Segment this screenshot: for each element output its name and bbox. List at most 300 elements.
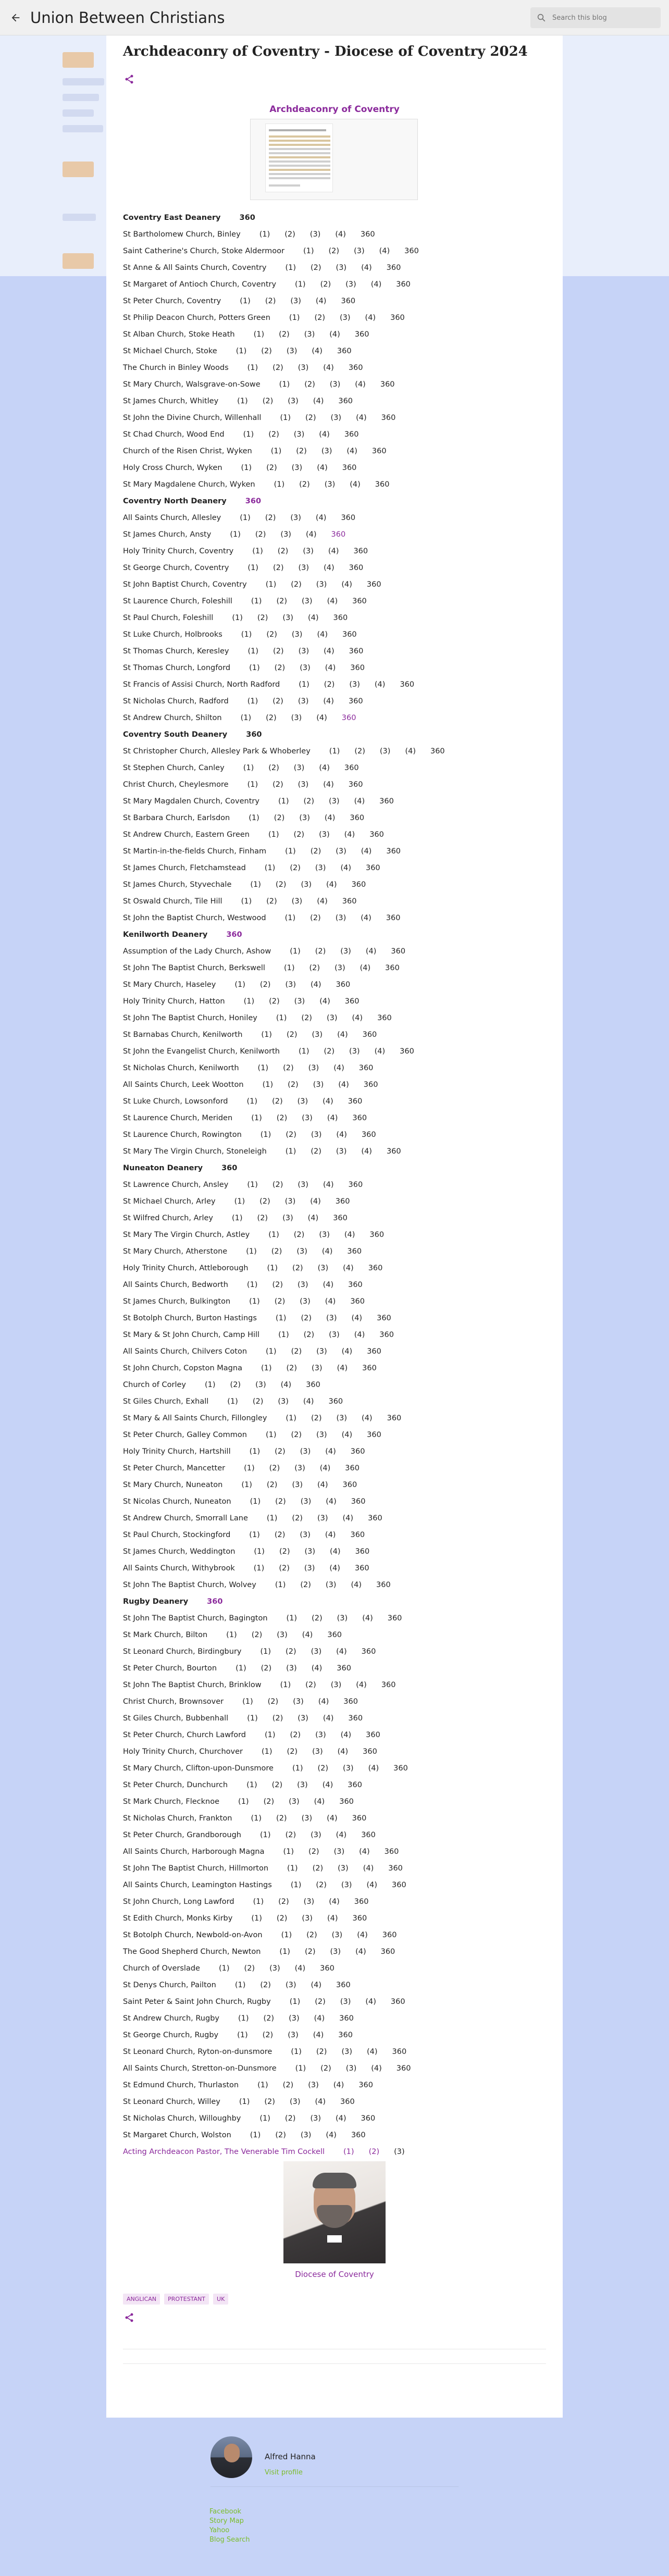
view-360-link[interactable]: 360 <box>379 1331 394 1339</box>
photo-link[interactable]: (1) <box>247 364 258 372</box>
photo-link[interactable]: (4) <box>324 564 334 572</box>
photo-link[interactable]: (2) <box>278 1898 289 1906</box>
deanery-360-link[interactable]: 360 <box>226 931 242 939</box>
photo-link[interactable]: (2) <box>265 297 276 305</box>
photo-link[interactable]: (1) <box>285 847 296 856</box>
photo-link[interactable]: (3) <box>298 1714 308 1723</box>
photo-link[interactable]: (3) <box>255 1381 266 1389</box>
photo-link[interactable]: (3) <box>343 1764 354 1773</box>
photo-link[interactable]: (1) <box>268 831 279 839</box>
view-360-link[interactable]: 360 <box>430 747 445 756</box>
photo-link[interactable]: (1) <box>242 1698 253 1706</box>
photo-link[interactable]: (4) <box>351 1314 363 1322</box>
photo-link[interactable]: (3) <box>345 2064 357 2073</box>
photo-link[interactable]: (3) <box>308 2081 319 2089</box>
view-360-link[interactable]: 360 <box>352 597 367 605</box>
photo-link[interactable]: (4) <box>351 1581 362 1589</box>
view-360-link[interactable]: 360 <box>349 647 364 655</box>
view-360-link[interactable]: 360 <box>385 964 400 972</box>
archdeacon-photo[interactable] <box>283 2161 386 2263</box>
photo-link[interactable]: (4) <box>327 597 338 605</box>
photo-link[interactable]: (3) <box>308 1064 319 1072</box>
photo-link[interactable]: (1) <box>286 1614 298 1623</box>
photo-link[interactable]: (2) <box>259 1197 270 1206</box>
photo-link[interactable]: (4) <box>359 1848 370 1856</box>
photo-link[interactable]: (2) <box>328 247 340 255</box>
photo-link[interactable]: (1) <box>286 1414 296 1422</box>
photo-link[interactable]: (1) <box>284 914 296 922</box>
photo-link[interactable]: (2) <box>300 1581 311 1589</box>
photo-link[interactable]: (3) <box>284 1197 296 1206</box>
photo-link[interactable]: (2) <box>320 2064 331 2073</box>
photo-link[interactable]: (2) <box>275 2131 286 2139</box>
photo-link[interactable]: (1) <box>240 514 251 522</box>
photo-link[interactable]: (3) <box>326 1314 337 1322</box>
photo-link[interactable]: (4) <box>324 647 334 655</box>
photo-link[interactable]: (3) <box>345 280 356 289</box>
photo-link[interactable]: (1) <box>238 2014 249 2023</box>
photo-link[interactable]: (3) <box>341 2048 352 2056</box>
view-360-link[interactable]: 360 <box>336 981 351 989</box>
view-360-link[interactable]: 360 <box>342 630 357 639</box>
photo-link[interactable]: (4) <box>336 1131 347 1139</box>
photo-link[interactable]: (4) <box>363 1864 374 1873</box>
photo-link[interactable]: (3) <box>311 1131 322 1139</box>
view-360-link[interactable]: 360 <box>368 1514 382 1522</box>
photo-link[interactable]: (2) <box>279 1564 290 1572</box>
view-360-link[interactable]: 360 <box>336 1981 351 1989</box>
view-360-link[interactable]: 360 <box>350 664 365 672</box>
photo-link[interactable]: (3) <box>298 781 309 789</box>
photo-link[interactable]: (2) <box>324 680 335 689</box>
photo-link[interactable]: (4) <box>319 1464 331 1472</box>
photo-link[interactable]: (3) <box>286 1664 297 1673</box>
photo-link[interactable]: (4) <box>325 664 336 672</box>
footer-link[interactable]: Facebook <box>209 2508 242 2516</box>
photo-link[interactable]: (4) <box>319 764 330 772</box>
photo-link[interactable]: (2) <box>306 1931 317 1939</box>
photo-link[interactable]: (2) <box>274 814 285 822</box>
photo-link[interactable]: (4) <box>352 1014 363 1022</box>
view-360-link[interactable]: 360 <box>390 1998 405 2006</box>
photo-link[interactable]: (4) <box>355 1948 366 1956</box>
photo-link[interactable]: (1) <box>279 1948 290 1956</box>
photo-link[interactable]: (4) <box>322 1781 333 1789</box>
photo-link[interactable]: (1) <box>243 764 254 772</box>
view-360-link[interactable]: 360 <box>362 1031 377 1039</box>
photo-link[interactable]: (3) <box>302 1114 313 1122</box>
photo-link[interactable]: (3) <box>329 797 340 806</box>
photo-link[interactable]: (2) <box>275 881 287 889</box>
photo-link[interactable]: (1) <box>285 264 296 272</box>
photo-link[interactable]: (2) <box>244 1964 255 1973</box>
photo-link[interactable]: (3) <box>325 1581 337 1589</box>
photo-link[interactable]: (2) <box>320 280 331 289</box>
view-360-link[interactable]: 360 <box>341 297 356 305</box>
view-360-link[interactable]: 360 <box>335 1197 350 1206</box>
photo-link[interactable]: (3) <box>311 1831 321 1839</box>
photo-link[interactable]: (4) <box>336 1648 347 1656</box>
photo-link[interactable]: (4) <box>307 614 319 622</box>
photo-link[interactable]: (2) <box>230 1381 241 1389</box>
photo-link[interactable]: (3) <box>290 514 301 522</box>
view-360-link[interactable]: 360 <box>306 1381 320 1389</box>
photo-link[interactable]: (2) <box>262 2031 274 2039</box>
photo-link[interactable]: (4) <box>311 981 321 989</box>
photo-link[interactable]: (3) <box>303 1898 315 1906</box>
label-chip[interactable]: PROTESTANT <box>164 2294 209 2305</box>
photo-link[interactable]: (3) <box>298 697 309 705</box>
photo-link[interactable]: (3) <box>292 1481 303 1489</box>
view-360-link[interactable]: 360 <box>361 1831 376 1839</box>
photo-link[interactable]: (4) <box>374 1047 386 1056</box>
view-360-link[interactable]: 360 <box>386 1147 401 1156</box>
photo-link[interactable]: (1) <box>237 2031 248 2039</box>
photo-link[interactable]: (3) <box>293 1698 304 1706</box>
photo-link[interactable]: (2) <box>271 1781 283 1789</box>
view-360-link[interactable]: 360 <box>369 1231 385 1239</box>
view-360-link[interactable]: 360 <box>386 847 401 856</box>
photo-link[interactable]: (2) <box>255 530 266 539</box>
photo-link[interactable]: (3) <box>293 430 305 439</box>
photo-link[interactable]: (1) <box>252 547 263 555</box>
photo-link[interactable]: (4) <box>310 1197 321 1206</box>
photo-link[interactable]: (3) <box>336 847 346 856</box>
photo-link[interactable]: (1) <box>234 1981 246 1989</box>
view-360-link[interactable]: 360 <box>366 580 381 589</box>
footer-link[interactable]: Blog Search <box>209 2536 250 2544</box>
photo-link[interactable]: (4) <box>333 1064 344 1072</box>
photo-link[interactable]: (3) <box>317 1514 328 1522</box>
photo-link[interactable]: (3) <box>298 364 309 372</box>
photo-link[interactable]: (3) <box>312 1364 323 1372</box>
photo-link[interactable]: (4) <box>280 1381 292 1389</box>
view-360-link[interactable]: 360 <box>348 781 363 789</box>
photo-link[interactable]: (4) <box>319 430 330 439</box>
photo-link[interactable]: (3) <box>297 1781 308 1789</box>
photo-link[interactable]: (4) <box>374 680 386 689</box>
view-360-link[interactable]: 360 <box>348 1781 362 1789</box>
photo-link[interactable]: (2) <box>262 397 274 405</box>
photo-link[interactable]: (3) <box>304 330 315 339</box>
photo-link[interactable]: (1) <box>298 1047 309 1056</box>
photo-link[interactable]: (4) <box>365 314 376 322</box>
photo-link[interactable]: (2) <box>316 2048 327 2056</box>
photo-link[interactable]: (3) <box>340 1998 351 2006</box>
photo-link[interactable]: (4) <box>355 380 366 389</box>
photo-link[interactable]: (3) <box>293 764 305 772</box>
photo-link[interactable]: (3) <box>329 380 341 389</box>
photo-link[interactable]: (1) <box>289 314 300 322</box>
photo-link[interactable]: (4) <box>361 1147 372 1156</box>
photo-link[interactable]: (4) <box>361 847 372 856</box>
photo-link[interactable]: (4) <box>365 1998 376 2006</box>
photo-link[interactable]: (3) <box>334 964 345 972</box>
photo-link[interactable]: (4) <box>354 1331 365 1339</box>
photo-link[interactable]: (4) <box>341 1431 353 1439</box>
photo-link[interactable]: (2) <box>292 1264 303 1272</box>
photo-link[interactable]: (2) <box>276 597 288 605</box>
view-360-link[interactable]: 360 <box>380 1948 395 1956</box>
photo-link[interactable]: (2) <box>276 1914 288 1923</box>
photo-link[interactable]: (2) <box>260 1981 271 1989</box>
photo-link[interactable]: (1) <box>237 397 248 405</box>
photo-link[interactable]: (2) <box>267 1698 279 1706</box>
view-360-link[interactable]: 360 <box>351 1497 366 1506</box>
photo-link[interactable]: (3) <box>277 1631 288 1639</box>
share-icon[interactable] <box>124 2312 134 2323</box>
photo-link[interactable]: (2) <box>305 414 316 422</box>
photo-link[interactable]: (3) <box>298 647 309 655</box>
photo-link[interactable]: (1) <box>238 1798 249 1806</box>
photo-link[interactable]: (1) <box>243 430 254 439</box>
photo-link[interactable]: (2) <box>311 1147 321 1156</box>
photo-link[interactable]: (2) <box>286 1364 298 1372</box>
photo-link[interactable]: (3) <box>289 1798 300 1806</box>
photo-link[interactable]: (3) <box>333 1848 345 1856</box>
view-360-link[interactable]: 360 <box>381 414 396 422</box>
photo-link[interactable]: (3) <box>324 480 336 489</box>
photo-link[interactable]: (4) <box>294 1964 306 1973</box>
photo-link[interactable]: (3) <box>294 1464 305 1472</box>
photo-link[interactable]: (1) <box>259 230 270 239</box>
photo-link[interactable]: (4) <box>321 1247 333 1256</box>
photo-link[interactable]: (1) <box>247 781 258 789</box>
photo-link[interactable]: (1) <box>241 630 252 639</box>
photo-link[interactable]: (1) <box>303 247 314 255</box>
photo-link[interactable]: (2) <box>261 1664 272 1673</box>
photo-link[interactable]: (1) <box>249 1531 260 1539</box>
photo-link[interactable]: (1) <box>251 1914 262 1923</box>
view-360-link[interactable]: 360 <box>327 1631 342 1639</box>
view-360-link[interactable]: 360 <box>354 330 369 339</box>
photo-link[interactable]: (1) <box>266 1514 278 1522</box>
view-360-link[interactable]: 360 <box>348 1714 363 1723</box>
photo-link[interactable]: (4) <box>327 1914 338 1923</box>
photo-link[interactable]: (4) <box>344 831 355 839</box>
photo-link[interactable]: (4) <box>361 264 372 272</box>
photo-link[interactable]: (4) <box>316 714 327 722</box>
photo-link[interactable]: (2) <box>284 230 295 239</box>
photo-link[interactable]: (1) <box>261 1364 272 1372</box>
view-360-link[interactable]: 360 <box>320 1964 334 1973</box>
photo-link[interactable]: (1) <box>234 981 245 989</box>
photo-link[interactable]: (2) <box>291 1347 302 1356</box>
photo-link[interactable]: (1) <box>287 1864 298 1873</box>
photo-link[interactable]: (4) <box>362 1414 373 1422</box>
photo-link[interactable]: (1) <box>283 1848 294 1856</box>
photo-link[interactable]: (1) <box>227 1397 238 1406</box>
photo-link[interactable]: (1) <box>241 1481 252 1489</box>
view-360-link[interactable]: 360 <box>352 1814 367 1823</box>
photo-link[interactable]: (4) <box>323 1097 333 1106</box>
photo-link[interactable]: (4) <box>329 1564 340 1572</box>
photo-link[interactable]: (1) <box>257 1064 269 1072</box>
view-360-link[interactable]: 360 <box>342 1481 357 1489</box>
photo-link[interactable]: (3) <box>301 881 312 889</box>
photo-link[interactable]: (1) <box>257 2081 268 2089</box>
view-360-link[interactable]: 360 <box>350 1447 365 1456</box>
photo-link[interactable]: (3) <box>313 1081 324 1089</box>
photo-link[interactable]: (4) <box>315 297 327 305</box>
photo-link[interactable]: (4) <box>356 414 367 422</box>
photo-link[interactable]: (1) <box>295 2064 306 2073</box>
photo-link[interactable]: (2) <box>312 1864 324 1873</box>
view-360-link[interactable]: 360 <box>331 530 346 539</box>
photo-link[interactable]: (2) <box>286 1648 296 1656</box>
view-360-link[interactable]: 360 <box>353 547 368 555</box>
photo-link[interactable]: (1) <box>285 1147 296 1156</box>
photo-link[interactable]: (1) <box>260 1131 271 1139</box>
church-name[interactable]: Acting Archdeacon Pastor, The Venerable Tim Cockell <box>123 2148 325 2156</box>
search-input[interactable] <box>551 14 650 22</box>
photo-link[interactable]: (3) <box>310 2114 321 2123</box>
photo-link[interactable]: (2) <box>279 1547 290 1556</box>
photo-link[interactable]: (1) <box>234 1197 245 1206</box>
photo-link[interactable]: (2) <box>274 664 286 672</box>
photo-link[interactable]: (3) <box>298 564 309 572</box>
photo-link[interactable]: (1) <box>289 1998 301 2006</box>
view-360-link[interactable]: 360 <box>333 1214 348 1222</box>
section-heading[interactable]: Archdeaconry of Coventry <box>269 104 400 115</box>
visit-profile-link[interactable]: Visit profile <box>265 2469 303 2476</box>
photo-link[interactable]: (2) <box>286 1031 298 1039</box>
photo-link[interactable]: (1) <box>249 664 260 672</box>
photo-link[interactable]: (3) <box>278 1397 289 1406</box>
photo-link[interactable]: (3) <box>317 1264 329 1272</box>
view-360-link[interactable]: 360 <box>381 1681 396 1689</box>
view-360-link[interactable]: 360 <box>387 1414 402 1422</box>
view-360-link[interactable]: 360 <box>341 514 356 522</box>
photo-link[interactable]: (1) <box>236 1664 246 1673</box>
photo-link[interactable]: (1) <box>240 714 252 722</box>
photo-link[interactable]: (4) <box>325 1297 336 1306</box>
photo-link[interactable]: (3) <box>312 1031 323 1039</box>
photo-link[interactable]: (3) <box>340 314 351 322</box>
photo-link[interactable]: (3) <box>312 1748 323 1756</box>
profile-avatar[interactable] <box>210 2436 252 2478</box>
view-360-link[interactable]: 360 <box>365 864 380 872</box>
photo-link[interactable]: (2) <box>314 314 325 322</box>
view-360-link[interactable]: 360 <box>350 1531 365 1539</box>
photo-link[interactable]: (4) <box>357 1931 368 1939</box>
photo-link[interactable]: (4) <box>317 464 328 472</box>
photo-link[interactable]: (2) <box>303 797 315 806</box>
view-360-link[interactable]: 360 <box>396 2064 411 2073</box>
photo-link[interactable]: (4) <box>327 1114 338 1122</box>
photo-link[interactable]: (3) <box>336 1147 347 1156</box>
photo-link[interactable]: (4) <box>366 1881 377 1889</box>
photo-link[interactable]: (4) <box>361 914 371 922</box>
photo-link[interactable]: (2) <box>315 1998 326 2006</box>
photo-link[interactable]: (1) <box>246 1281 258 1289</box>
photo-link[interactable]: (4) <box>350 480 361 489</box>
photo-link[interactable]: (4) <box>342 1514 354 1522</box>
photo-link[interactable]: (1) <box>236 347 247 355</box>
photo-link[interactable]: (1) <box>278 1331 289 1339</box>
view-360-link[interactable]: 360 <box>391 947 406 956</box>
photo-link[interactable]: (4) <box>371 2064 382 2073</box>
view-360-link[interactable]: 360 <box>354 1898 369 1906</box>
view-360-link[interactable]: 360 <box>352 1914 367 1923</box>
view-360-link[interactable]: 360 <box>333 614 348 622</box>
view-360-link[interactable]: 360 <box>396 280 411 289</box>
photo-link[interactable]: (4) <box>323 697 334 705</box>
view-360-link[interactable]: 360 <box>369 831 384 839</box>
view-360-link[interactable]: 360 <box>377 1014 392 1022</box>
photo-link[interactable]: (2) <box>296 447 307 455</box>
photo-link[interactable]: (3) <box>300 1297 311 1306</box>
photo-link[interactable]: (3) <box>340 947 351 956</box>
photo-link[interactable]: (1) <box>280 1681 291 1689</box>
photo-link[interactable]: (3) <box>289 2014 300 2023</box>
view-360-link[interactable]: 360 <box>388 1864 403 1873</box>
photo-link[interactable]: (4) <box>328 547 339 555</box>
photo-link[interactable]: (1) <box>218 1964 230 1973</box>
photo-link[interactable]: (2) <box>293 831 305 839</box>
photo-link[interactable]: (3) <box>302 597 313 605</box>
photo-link[interactable]: (2) <box>301 1014 312 1022</box>
deanery-360-link[interactable]: 360 <box>239 214 255 222</box>
photo-link[interactable]: (1) <box>299 680 309 689</box>
photo-link[interactable]: (3) <box>316 580 327 589</box>
view-360-link[interactable]: 360 <box>341 714 356 722</box>
photo-link[interactable]: (1) <box>290 1881 302 1889</box>
photo-link[interactable]: (2) <box>317 1764 329 1773</box>
photo-link[interactable]: (2) <box>272 781 283 789</box>
photo-link[interactable]: (1) <box>262 1081 274 1089</box>
photo-link[interactable]: (2) <box>257 614 268 622</box>
photo-link[interactable]: (2) <box>266 1481 278 1489</box>
photo-link[interactable]: (2) <box>268 430 279 439</box>
photo-link[interactable]: (1) <box>247 1714 258 1723</box>
photo-link[interactable]: (3) <box>291 714 302 722</box>
photo-link[interactable]: (3) <box>297 1097 308 1106</box>
view-360-link[interactable]: 360 <box>340 2098 355 2106</box>
photo-link[interactable]: (2) <box>304 1948 316 1956</box>
photo-link[interactable]: (2) <box>310 847 321 856</box>
view-360-link[interactable]: 360 <box>355 1547 370 1556</box>
photo-link[interactable]: (4) <box>313 397 324 405</box>
photo-link[interactable]: (1) <box>253 330 265 339</box>
photo-link[interactable]: (1) <box>249 1447 261 1456</box>
view-360-link[interactable]: 360 <box>386 914 401 922</box>
photo-link[interactable]: (3) <box>316 1347 327 1356</box>
photo-link[interactable]: (1) <box>250 2131 261 2139</box>
photo-link[interactable]: (3) <box>301 1814 313 1823</box>
photo-link[interactable]: (1) <box>260 1648 271 1656</box>
photo-link[interactable]: (2) <box>299 480 310 489</box>
view-360-link[interactable]: 360 <box>371 447 387 455</box>
photo-link[interactable]: (2) <box>316 1881 327 1889</box>
photo-link[interactable]: (1) <box>329 747 340 756</box>
label-chip[interactable]: ANGLICAN <box>123 2294 160 2305</box>
photo-link[interactable]: (2) <box>263 1798 275 1806</box>
photo-link[interactable]: (2) <box>266 630 277 639</box>
view-360-link[interactable]: 360 <box>342 897 357 906</box>
photo-link[interactable]: (1) <box>251 1814 262 1823</box>
photo-link[interactable]: (4) <box>318 1698 329 1706</box>
photo-link[interactable]: (3) <box>304 1564 315 1572</box>
share-icon[interactable] <box>124 74 134 84</box>
photo-link[interactable]: (4) <box>341 580 352 589</box>
photo-link[interactable]: (2) <box>279 330 290 339</box>
photo-link[interactable]: (1) <box>274 480 285 489</box>
photo-link[interactable]: (1) <box>275 1581 286 1589</box>
photo-link[interactable]: (3) <box>299 814 310 822</box>
view-360-link[interactable]: 360 <box>363 1748 377 1756</box>
photo-link[interactable]: (1) <box>260 1831 271 1839</box>
